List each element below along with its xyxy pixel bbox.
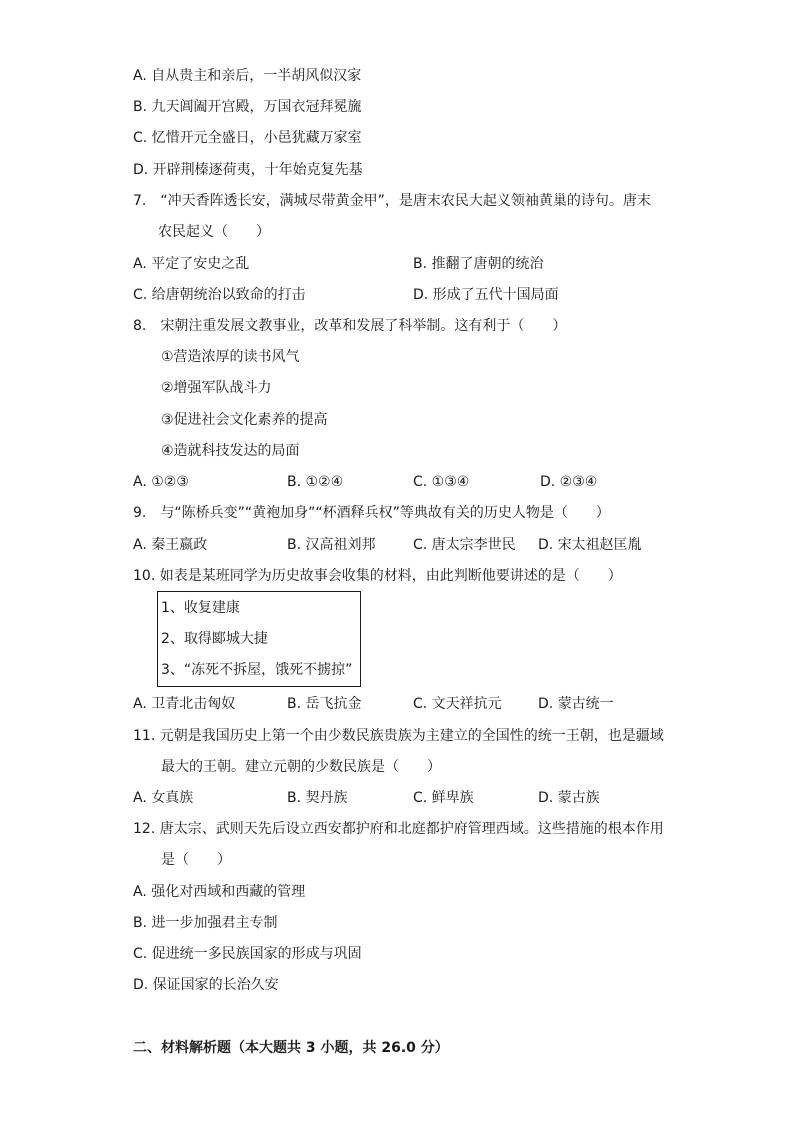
q7-option-a: A. 平定了安史之乱 [133,256,250,272]
prev-option-a: A. 自从贵主和亲后，一半胡风似汉家 [133,68,362,84]
q11-option-d: D. 蒙古族 [538,790,600,806]
q8-item-2: ②增强军队战斗力 [161,380,272,396]
q8-item-3: ③促进社会文化素养的提高 [161,412,328,428]
q7-option-b: B. 推翻了唐朝的统治 [413,256,544,272]
q12-option-d: D. 保证国家的长治久安 [133,977,279,993]
q10-material-row-1: 1、收复建康 [161,600,240,616]
q10-material-table [157,591,361,687]
q12-option-c: C. 促进统一多民族国家的形成与巩固 [133,946,362,962]
q11-option-c: C. 鲜卑族 [413,790,474,806]
q8-stem: 8. 宋朝注重发展文教事业，改革和发展了科举制。这有利于（ ） [133,318,567,334]
q10-option-a: A. 卫青北击匈奴 [133,696,236,712]
prev-option-b: B. 九天阊阖开宫殿，万国衣冠拜冕旒 [133,99,362,115]
q9-option-a: A. 秦王嬴政 [133,537,208,553]
q10-material-row-2: 2、取得郾城大捷 [161,631,268,647]
prev-option-d: D. 开辟荆榛逐荷夷，十年始克复先基 [133,162,363,178]
q7-stem-cont: 农民起义（ ） [158,224,270,240]
q8-option-c: C. ①③④ [413,474,470,490]
q12-stem-cont: 是（ ） [161,852,231,868]
q9-stem: 9. 与“陈桥兵变”“黄袍加身”“杯酒释兵权”等典故有关的历史人物是（ ） [133,505,610,521]
q10-stem: 10. 如表是某班同学为历史故事会收集的材料，由此判断他要讲述的是（ ） [133,568,622,584]
q11-option-a: A. 女真族 [133,790,194,806]
q9-option-d: D. 宋太祖赵匡胤 [538,537,642,553]
q7-option-d: D. 形成了五代十国局面 [413,287,559,303]
q10-option-c: C. 文天祥抗元 [413,696,502,712]
q11-stem: 11. 元朝是我国历史上第一个由少数民族贵族为主建立的全国性的统一王朝，也是疆域 [133,728,664,744]
prev-option-c: C. 忆惜开元全盛日，小邑犹藏万家室 [133,130,362,146]
q8-option-a: A. ①②③ [133,474,189,490]
q7-stem: 7. “冲天香阵透长安，满城尽带黄金甲”，是唐末农民大起义领袖黄巢的诗句。唐末 [133,193,651,209]
q11-option-b: B. 契丹族 [287,790,348,806]
q10-material-row-3: 3、“冻死不拆屋，饿死不掳掠” [161,662,353,678]
q8-item-4: ④造就科技发达的局面 [161,443,300,459]
q10-option-d: D. 蒙古统一 [538,696,614,712]
q8-option-b: B. ①②④ [287,474,344,490]
q11-stem-cont: 最大的王朝。建立元朝的少数民族是（ ） [161,759,441,775]
q10-option-b: B. 岳飞抗金 [287,696,362,712]
q9-option-c: C. 唐太宗李世民 [413,537,516,553]
q8-option-d: D. ②③④ [540,474,598,490]
q12-stem: 12. 唐太宗、武则天先后设立西安都护府和北庭都护府管理西域。这些措施的根本作用 [133,821,664,837]
section-heading: 二、材料解析题（本大题共 3 小题，共 26.0 分） [133,1040,449,1056]
q8-item-1: ①营造浓厚的读书风气 [161,349,300,365]
q9-option-b: B. 汉高祖刘邦 [287,537,376,553]
q7-option-c: C. 给唐朝统治以致命的打击 [133,287,306,303]
q12-option-b: B. 进一步加强君主专制 [133,915,278,931]
q12-option-a: A. 强化对西域和西藏的管理 [133,884,306,900]
